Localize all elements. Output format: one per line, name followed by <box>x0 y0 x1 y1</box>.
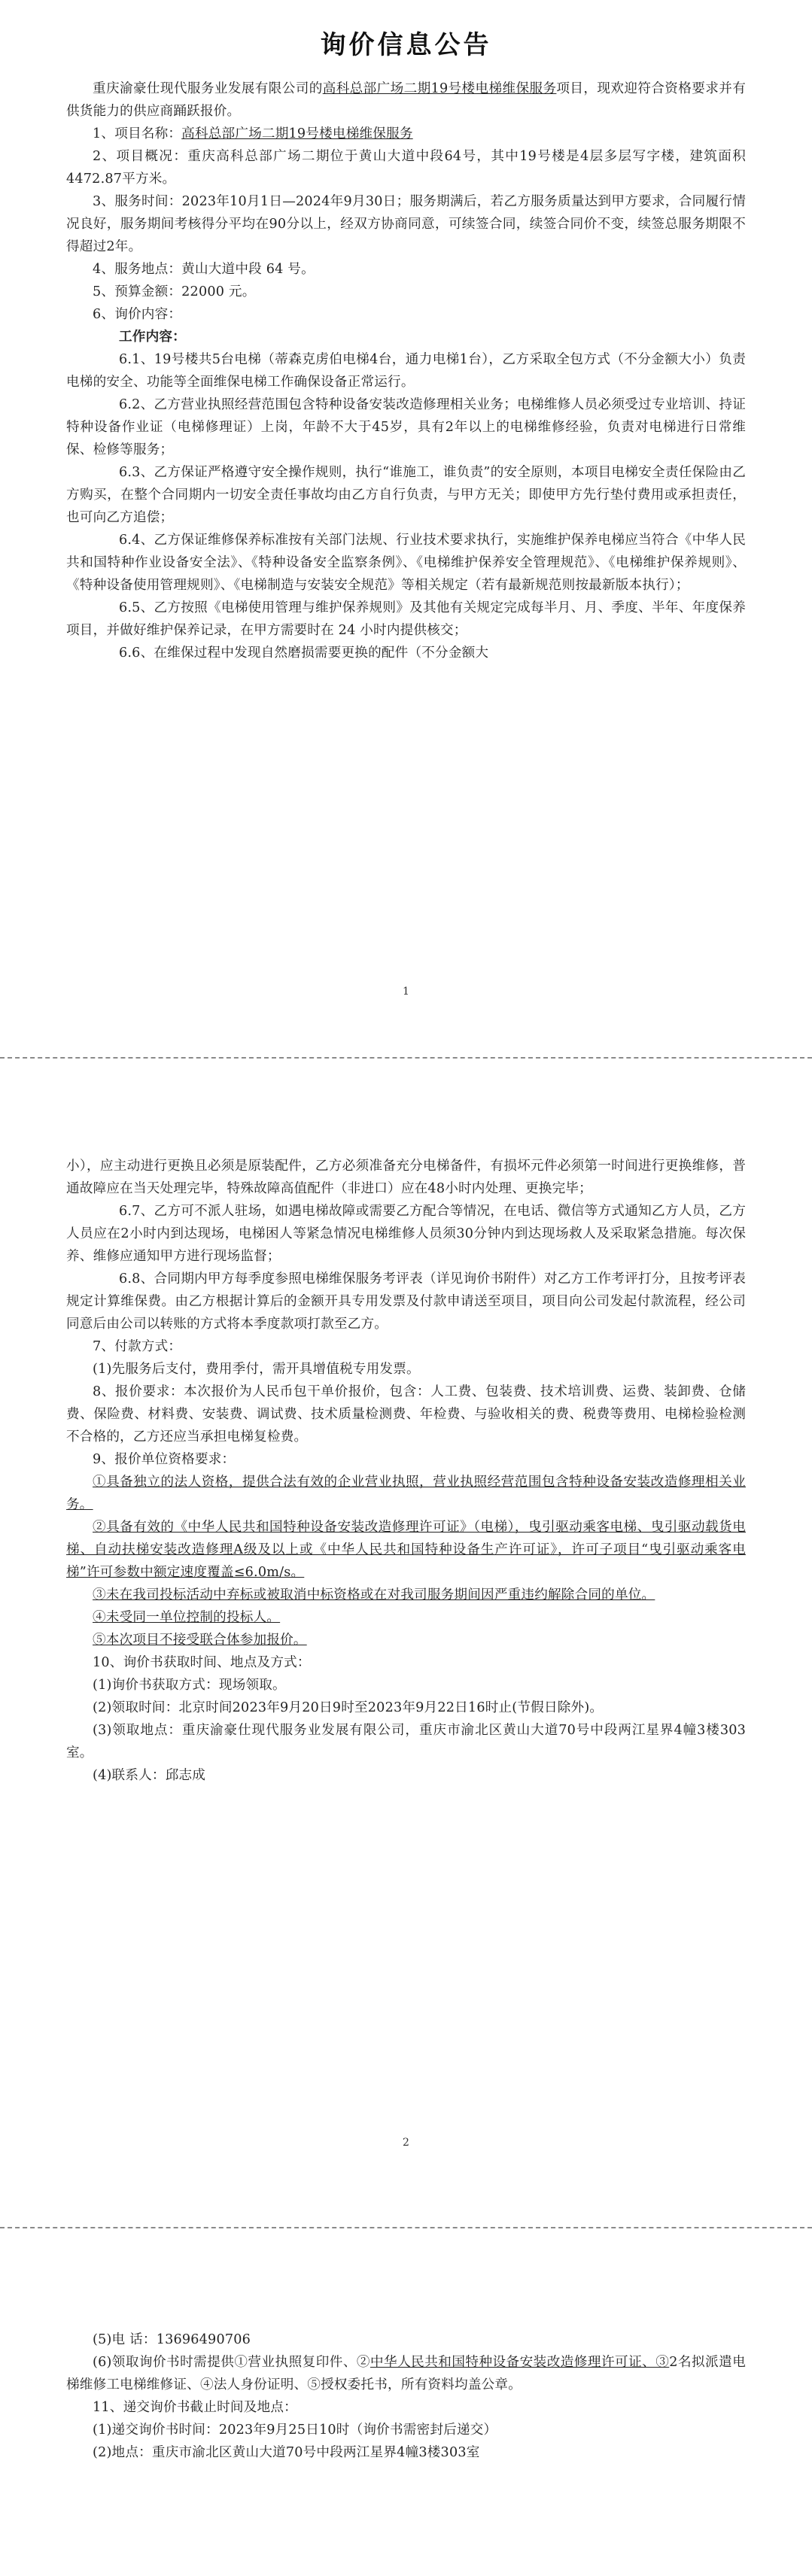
item-10-5: (5)电 话：13696490706 <box>93 2332 251 2347</box>
item-1-label: 1、项目名称： <box>93 126 182 141</box>
item-10-2: (2)领取时间：北京时间2023年9月20日9时至2023年9月22日16时止(节假日除外)。 <box>93 1700 604 1715</box>
item-10-3: (3)领取地点：重庆渝豪仕现代服务业发展有限公司，重庆市渝北区黄山大道70号中段两江星界4幢3楼303室。 <box>66 1723 746 1760</box>
item-11-1: (1)递交询价书时间：2023年9月25日10时（询价书需密封后递交） <box>93 2423 497 2438</box>
work-item-6-8: 6.8、合同期内甲方每季度参照电梯维保服务考评表（详见询价书附件）对乙方工作考评打分，且按考评表规定计算维保费。由乙方根据计算后的金额开具专用发票及付款申请送至项目，项目向公司发起付款流程，经公司同意后由公司以转账的方式将本季度款项打款至乙方。 <box>66 1271 746 1332</box>
qualification-1: ①具备独立的法人资格，提供合法有效的企业营业执照，营业执照经营范围包含特种设备安装改造修理相关业务。 <box>66 1475 746 1512</box>
item-10-1: (1)询价书获取方式：现场领取。 <box>93 1678 286 1693</box>
item-7-payment-1: (1)先服务后支付，费用季付，需开具增值税专用发票。 <box>93 1362 420 1377</box>
item-10-6-text: (6)领取询价书时需提供①营业执照复印件、② <box>93 2355 370 2370</box>
item-5-budget: 5、预算金额：22000 元。 <box>93 284 256 299</box>
qualification-4: ④未受同一单位控制的投标人。 <box>93 1610 281 1625</box>
item-4-service-location: 4、服务地点：黄山大道中段 64 号。 <box>93 262 315 277</box>
work-item-6-3: 6.3、乙方保证严格遵守安全操作规则，执行“谁施工，谁负责”的安全原则，本项目电梯安全责任保险由乙方购买，在整个合同期内一切安全责任事故均由乙方自行负责，与甲方无关；即使甲方先行垫付费用或承担责任，也可向乙方追偿； <box>66 465 746 525</box>
item-8-quote-requirements: 8、报价要求：本次报价为人民币包干单价报价，包含：人工费、包装费、技术培训费、运费、装卸费、仓储费、保险费、材料费、安装费、调试费、技术质量检测费、年检费、与验收相关的费、税费等费用、电梯检验检测不合格的，乙方还应当承担电梯复检费。 <box>66 1384 746 1444</box>
document-page-3 <box>0 2238 812 2576</box>
qualification-2: ②具备有效的《中华人民共和国特种设备安装改造修理许可证》（电梯），曳引驱动乘客电梯、曳引驱动载货电梯、自动扶梯安装改造修理A级及以上或《中华人民共和国特种设备生产许可证》，许可子项目“曳引驱动乘客电梯”许可参数中额定速度覆盖≤6.0m/s。 <box>66 1520 746 1580</box>
item-9-qualifications: 9、报价单位资格要求： <box>93 1452 236 1467</box>
work-item-6-6-start: 6.6、在维保过程中发现自然磨损需要更换的配件（不分金额大 <box>119 646 489 661</box>
qualification-5: ⑤本次项目不接受联合体参加报价。 <box>93 1633 307 1648</box>
item-1-value: 高科总部广场二期19号楼电梯维保服务 <box>181 126 413 141</box>
work-item-6-7: 6.7、乙方可不派人驻场，如遇电梯故障或需要乙方配合等情况，在电话、微信等方式通知乙方人员，乙方人员应在2小时内到达现场，电梯困人等紧急情况电梯维修人员须30分钟内到达现场救人及采取紧急措施。每次保养、维修应通知甲方进行现场监督； <box>66 1204 746 1264</box>
item-1-project-name <box>66 123 746 145</box>
document-page-1 <box>0 0 812 1034</box>
item-6-inquiry-content: 6、询价内容： <box>93 307 182 322</box>
page-separator <box>0 2227 812 2229</box>
document-page-2 <box>0 1076 812 2227</box>
intro-text-end: 项目，现欢迎符合资格要求并有供货能力的供应商踊跃报价。 <box>66 81 746 119</box>
document-title: 询价信息公告 <box>320 30 492 60</box>
item-10-6 <box>66 2351 746 2396</box>
work-content-heading: 工作内容： <box>119 329 186 345</box>
qualification-3: ③未在我司投标活动中弃标或被取消中标资格或在对我司服务期间因严重违约解除合同的单位。 <box>93 1587 655 1602</box>
item-11-2: (2)地点：重庆市渝北区黄山大道70号中段两江星界4幢3楼303室 <box>93 2445 480 2460</box>
work-item-6-2: 6.2、乙方营业执照经营范围包含特种设备安装改造修理相关业务；电梯维修人员必须受过专业培训、持证特种设备作业证（电梯修理证）上岗，年龄不大于45岁，具有2年以上的电梯维修经验，负责对电梯进行日常维保、检修等服务； <box>66 397 746 457</box>
page-number: 2 <box>403 2137 409 2149</box>
intro-text: 重庆渝豪仕现代服务业发展有限公司的 <box>93 81 323 96</box>
item-2-overview: 2、项目概况：重庆高科总部广场二期位于黄山大道中段64号，其中19号楼是4层多层写字楼，建筑面积4472.87平方米。 <box>66 149 746 187</box>
intro-project-name: 高科总部广场二期19号楼电梯维保服务 <box>322 81 557 96</box>
item-10-6-license: 中华人民共和国特种设备安装改造修理许可证、③ <box>370 2355 670 2370</box>
work-item-6-6-continued: 小），应主动进行更换且必须是原装配件，乙方必须准备充分电梯备件，有损坏元件必须第一时间进行更换维修，普通故障应在当天处理完毕，特殊故障高值配件（非进口）应在48小时内处理、更换完毕； <box>66 1159 746 1196</box>
intro-paragraph <box>66 77 746 123</box>
item-7-payment: 7、付款方式： <box>93 1339 182 1354</box>
page-number: 1 <box>403 986 409 998</box>
item-11-submission: 11、递交询价书截止时间及地点： <box>93 2400 297 2415</box>
item-10-acquire: 10、询价书获取时间、地点及方式： <box>93 1655 311 1670</box>
work-item-6-5: 6.5、乙方按照《电梯使用管理与维护保养规则》及其他有关规定完成每半月、月、季度、半年、年度保养项目，并做好维护保养记录，在甲方需要时在 24 小时内提供核交； <box>66 600 746 638</box>
item-10-6-text-end: 2名拟派遣电梯维修工电梯维修证、④法人身份证明、⑤授权委托书，所有资料均盖公章。 <box>66 2355 746 2392</box>
work-item-6-1: 6.1、19号楼共5台电梯（蒂森克虏伯电梯4台，通力电梯1台），乙方采取全包方式（不分金额大小）负责电梯的安全、功能等全面维保电梯工作确保设备正常运行。 <box>66 352 746 390</box>
item-3-service-time: 3、服务时间：2023年10月1日—2024年9月30日；服务期满后，若乙方服务质量达到甲方要求，合同履行情况良好，服务期间考核得分平均在90分以上，经双方协商同意，可续签合同，续签合同价不变，续签总服务期限不得超过2年。 <box>66 194 746 254</box>
page-separator <box>0 1057 812 1059</box>
work-item-6-4: 6.4、乙方保证维修保养标准按有关部门法规、行业技术要求执行，实施维护保养电梯应当符合《中华人民共和国特种作业设备安全法》、《特种设备安全监察条例》、《电梯维护保养安全管理规范》、《电梯维护保养规则》、《特种设备使用管理规则》、《电梯制造与安装安全规范》等相关规定（若有最新规范则按最新版本执行）； <box>66 533 746 593</box>
item-10-4: (4)联系人：邱志成 <box>93 1768 206 1783</box>
